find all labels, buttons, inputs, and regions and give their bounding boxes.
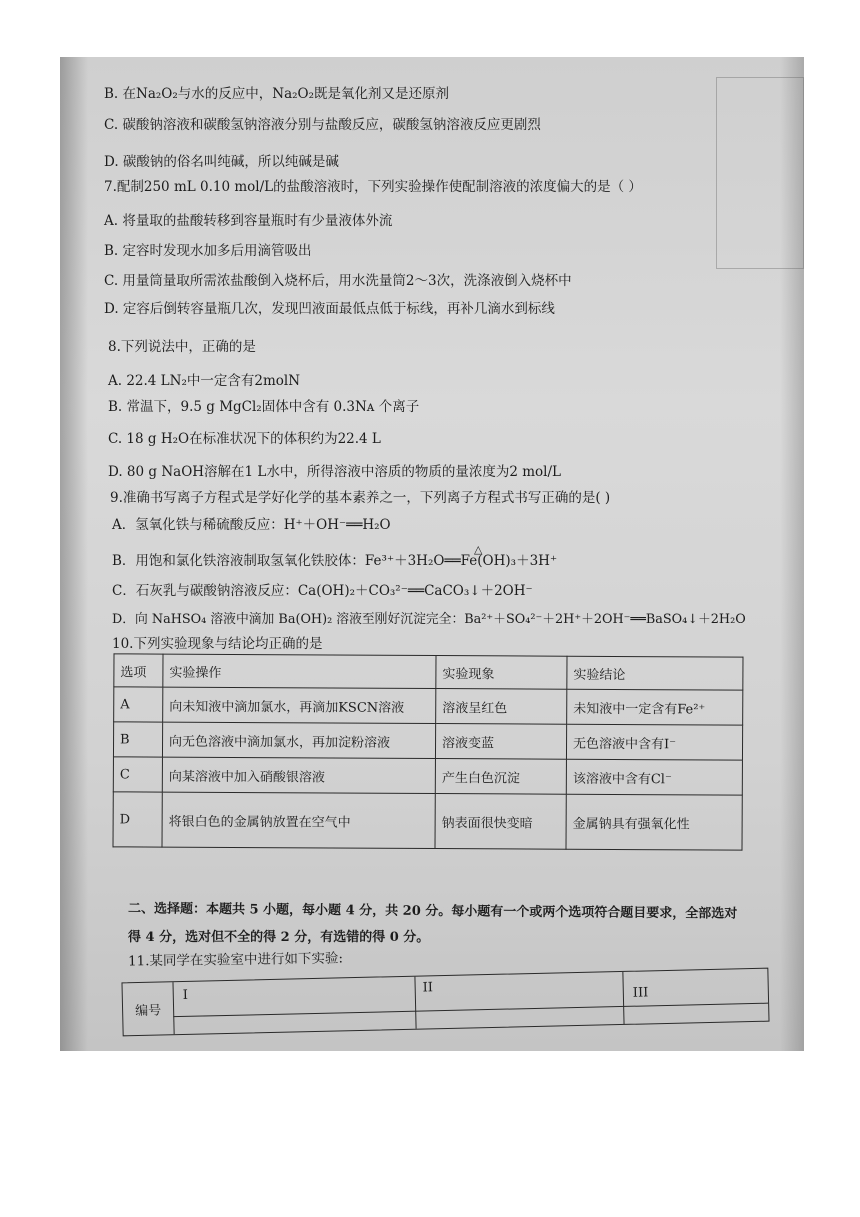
row-c-phenomenon: 产生白色沉淀	[435, 759, 566, 795]
section2-line2: 得 4 分，选对但不全的得 2 分，有选错的得 0 分。	[128, 930, 430, 945]
table-row	[113, 757, 742, 795]
header-phenomenon: 实验现象	[436, 656, 567, 690]
q9-option-c: C．石灰乳与碳酸钠溶液反应：Ca(OH)₂＋CO₃²⁻══CaCO₃↓＋2OH⁻	[112, 583, 533, 599]
q9-stem: 9.准确书写离子方程式是学好化学的基本素养之一，下列离子方程式书写正确的是( )	[110, 490, 611, 506]
q6-option-b: B. 在Na₂O₂与水的反应中，Na₂O₂既是氧化剂又是还原剂	[104, 86, 450, 102]
q11-col-3: III	[632, 985, 649, 1001]
q11-col-1: I	[182, 987, 189, 1003]
row-a-phenomenon: 溶液呈红色	[436, 689, 567, 725]
bleed-through-table	[716, 77, 804, 269]
q11-col-2: II	[422, 980, 434, 996]
table-row	[114, 687, 743, 725]
row-a-conclusion: 未知液中一定含有Fe²⁺	[567, 689, 743, 725]
header-option: 选项	[114, 654, 163, 687]
q7-option-d: D. 定容后倒转容量瓶几次，发现凹液面最低点低于标线，再补几滴水到标线	[104, 301, 555, 317]
row-b-conclusion: 无色溶液中含有I⁻	[566, 724, 742, 760]
q11-label: 编号	[122, 982, 174, 1035]
header-conclusion: 实验结论	[567, 656, 743, 690]
q9-b-delta: △	[474, 543, 483, 556]
row-c-option: C	[113, 757, 162, 792]
q7-option-a: A. 将量取的盐酸转移到容量瓶时有少量液体外流	[104, 213, 393, 229]
row-d-operation: 将银白色的金属钠放置在空气中	[162, 792, 435, 848]
q8-option-b: B. 常温下，9.5 g MgCl₂固体中含有 0.3Nᴀ 个离子	[108, 399, 420, 415]
q6-option-c: C. 碳酸钠溶液和碳酸氢钠溶液分别与盐酸反应，碳酸氢钠溶液反应更剧烈	[104, 117, 541, 133]
table-row	[113, 722, 742, 760]
q9-option-a: A．氢氧化铁与稀硫酸反应：H⁺＋OH⁻══H₂O	[112, 517, 391, 533]
q11-divider	[622, 972, 624, 1024]
row-c-operation: 向某溶液中加入硝酸银溶液	[162, 757, 435, 793]
q8-stem: 8.下列说法中，正确的是	[108, 339, 256, 355]
q6-option-d: D. 碳酸钠的俗名叫纯碱，所以纯碱是碱	[104, 154, 339, 170]
q10-table	[112, 653, 743, 850]
q7-option-b: B. 定容时发现水加多后用滴管吸出	[104, 243, 312, 259]
left-shadow	[60, 57, 88, 1051]
table-row	[113, 792, 742, 850]
table-header-row	[114, 654, 743, 690]
row-a-option: A	[114, 687, 163, 722]
header-operation: 实验操作	[163, 654, 436, 688]
row-c-conclusion: 该溶液中含有Cl⁻	[566, 759, 742, 795]
q8-option-c: C. 18 g H₂O在标准状况下的体积约为22.4 L	[108, 431, 381, 447]
q10-stem: 10.下列实验现象与结论均正确的是	[112, 636, 323, 652]
q8-option-d: D. 80 g NaOH溶解在1 L水中，所得溶液中溶质的物质的量浓度为2 mol/L	[108, 464, 562, 480]
section2-line1: 二、选择题：本题共 5 小题，每小题 4 分，共 20 分。每小题有一个或两个选项符合题目要求，全部选对	[127, 901, 738, 922]
row-d-phenomenon: 钠表面很快变暗	[435, 794, 566, 850]
q11-divider	[414, 977, 416, 1029]
row-a-operation: 向未知液中滴加氯水，再滴加KSCN溶液	[163, 687, 436, 723]
row-b-phenomenon: 溶液变蓝	[435, 724, 566, 760]
q9-option-b: B．用饱和氯化铁溶液制取氢氧化铁胶体：Fe³⁺＋3H₂O══Fe(OH)₃＋3H⁺	[112, 553, 558, 569]
row-b-option: B	[113, 722, 162, 757]
row-d-conclusion: 金属钠具有强氧化性	[566, 794, 742, 850]
row-b-operation: 向无色溶液中滴加氯水，再加淀粉溶液	[162, 722, 435, 758]
q9-option-d: D．向 NaHSO₄ 溶液中滴加 Ba(OH)₂ 溶液至刚好沉淀完全：Ba²⁺＋SO₄²⁻＋2H⁺＋2OH⁻══BaSO₄↓＋2H₂O	[112, 612, 746, 627]
q7-stem: 7.配制250 mL 0.10 mol/L的盐酸溶液时，下列实验操作使配制溶液的浓度偏大的是（ ）	[104, 179, 642, 195]
q7-option-c: C. 用量筒量取所需浓盐酸倒入烧杯后，用水洗量筒2～3次，洗涤液倒入烧杯中	[104, 273, 572, 289]
q11-stem: 11.某同学在实验室中进行如下实验:	[127, 950, 344, 970]
q8-option-a: A. 22.4 LN₂中一定含有2molN	[108, 373, 301, 389]
q11-row-divider	[173, 1003, 768, 1017]
row-d-option: D	[113, 792, 162, 847]
